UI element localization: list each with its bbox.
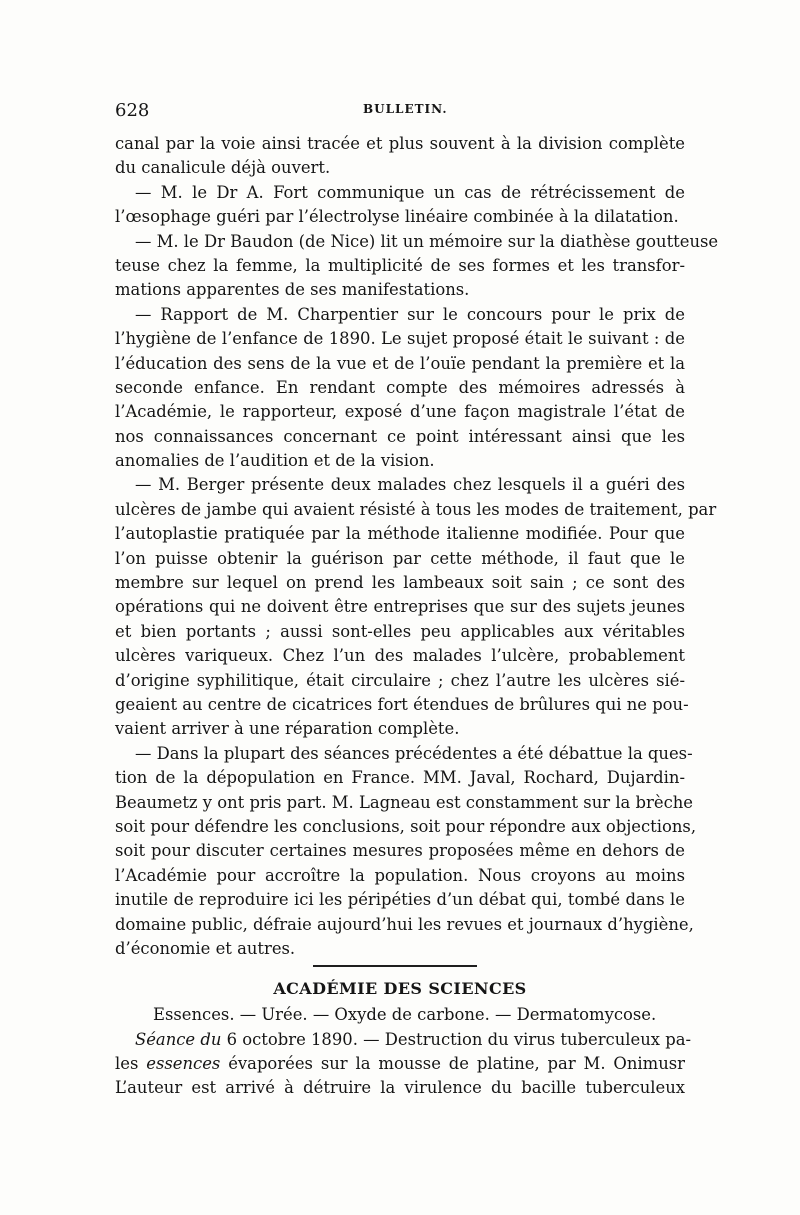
text-line: geaient au centre de cicatrices fort étendues de brûlures qui ne pou- [115, 694, 689, 714]
text-line: inutile de reproduire ici les péripéties d’un débat qui, tombé dans le [115, 890, 685, 910]
text-line: opérations qui ne doivent être entreprises que sur des sujets jeunes [115, 597, 685, 617]
paragraph [115, 230, 719, 303]
text-line: l’éducation des sens de la vue et de l’ouïe pendant la première et la [115, 353, 685, 373]
paragraph [115, 742, 697, 962]
line-text: les [115, 1054, 147, 1074]
paragraph [115, 181, 685, 230]
text-line: et bien portants ; aussi sont-elles peu applicables aux véritables [115, 621, 685, 641]
page-number: 628 [115, 100, 150, 121]
text-line: soit pour défendre les conclusions, soit pour répondre aux objections, [115, 816, 697, 836]
session-label: Séance du [135, 1029, 222, 1049]
text-line: — M. Berger présente deux malades chez lesquels il a guéri des [135, 475, 685, 495]
paragraph [115, 132, 685, 181]
line-text: évaporées sur la mousse de platine, par M. Onimusr [220, 1054, 685, 1074]
text-line: membre sur lequel on prend les lambeaux soit sain ; ce sont des [115, 573, 685, 593]
text-line: d’origine syphilitique, était circulaire ; chez l’autre les ulcères sié- [115, 670, 685, 690]
paragraph [115, 473, 717, 741]
paragraph [115, 303, 685, 474]
text-line: canal par la voie ainsi tracée et plus souvent à la division complète [115, 134, 685, 153]
section-divider-row [115, 961, 685, 975]
text-line: ulcères variqueux. Chez l’un des malades l’ulcère, probablement [115, 646, 685, 666]
text-line: l’Académie pour accroître la population. Nous croyons au moins [115, 865, 685, 885]
text-line [115, 1028, 692, 1052]
session-date: 6 octobre [226, 1029, 306, 1049]
text-line: Beaumetz y ont pris part. M. Lagneau est constamment sur la brèche [115, 792, 694, 812]
text-line: ulcères de jambe qui avaient résisté à tous les modes de traitement, par [115, 499, 717, 519]
text-line: du canalicule déjà ouvert. [115, 158, 331, 178]
text-line: d’économie et autres. [115, 938, 296, 958]
text-line: — M. le Dr Baudon (de Nice) lit un mémoire sur la diathèse goutteuse [135, 231, 719, 251]
body-text [115, 132, 719, 1101]
text-line: l’œsophage guéri par l’électrolyse linéaire combinée à la dilatation. [115, 207, 679, 227]
text-line: vaient arriver à une réparation complète. [115, 719, 460, 739]
paragraph [115, 1028, 692, 1101]
text-line: — Rapport de M. Charpentier sur le concours pour le prix de [135, 304, 685, 324]
line-text: 1890. — Destruction du virus tuberculeux pa- [305, 1029, 692, 1049]
section-heading: ACADÉMIE DES SCIENCES [273, 979, 527, 999]
text-line: tion de la dépopulation en France. MM. Javal, Rochard, Dujardin- [115, 768, 685, 788]
text-line: l’on puisse obtenir la guérison par cette méthode, il faut que le [115, 548, 685, 568]
text-line [115, 1052, 685, 1076]
page-header [115, 98, 685, 124]
italic-term: essences [146, 1054, 221, 1074]
text-line: anomalies de l’audition et de la vision. [115, 451, 435, 471]
text-line: l’Académie, le rapporteur, exposé d’une façon magistrale l’état de [115, 402, 685, 422]
text-line: l’hygiène de l’enfance de 1890. Le sujet proposé était le suivant : de [115, 329, 685, 349]
text-line: nos connaissances concernant ce point intéressant ainsi que les [115, 426, 685, 446]
section-divider [313, 965, 477, 967]
text-line: mations apparentes de ses manifestations. [115, 280, 470, 300]
running-title: BULLETIN. [363, 102, 448, 116]
section-summary: Essences. — Urée. — Oxyde de carbone. — Dermatomycose. [153, 1005, 657, 1025]
text-line: teuse chez la femme, la multiplicité de ses formes et les transfor- [115, 255, 685, 275]
text-line: L’auteur est arrivé à détruire la virulence du bacille tuberculeux [115, 1078, 685, 1098]
text-line: l’autoplastie pratiquée par la méthode italienne modifiée. Pour que [115, 524, 685, 544]
text-line: soit pour discuter certaines mesures proposées même en dehors de [115, 841, 685, 861]
text-line: — M. le Dr A. Fort communique un cas de rétrécissement de [135, 182, 685, 202]
text-line: — Dans la plupart des séances précédentes a été débattue la ques- [135, 743, 693, 763]
text-line: domaine public, défraie aujourd’hui les revues et journaux d’hygiène, [115, 914, 694, 934]
text-line: seconde enfance. En rendant compte des mémoires adressés à [115, 377, 685, 397]
